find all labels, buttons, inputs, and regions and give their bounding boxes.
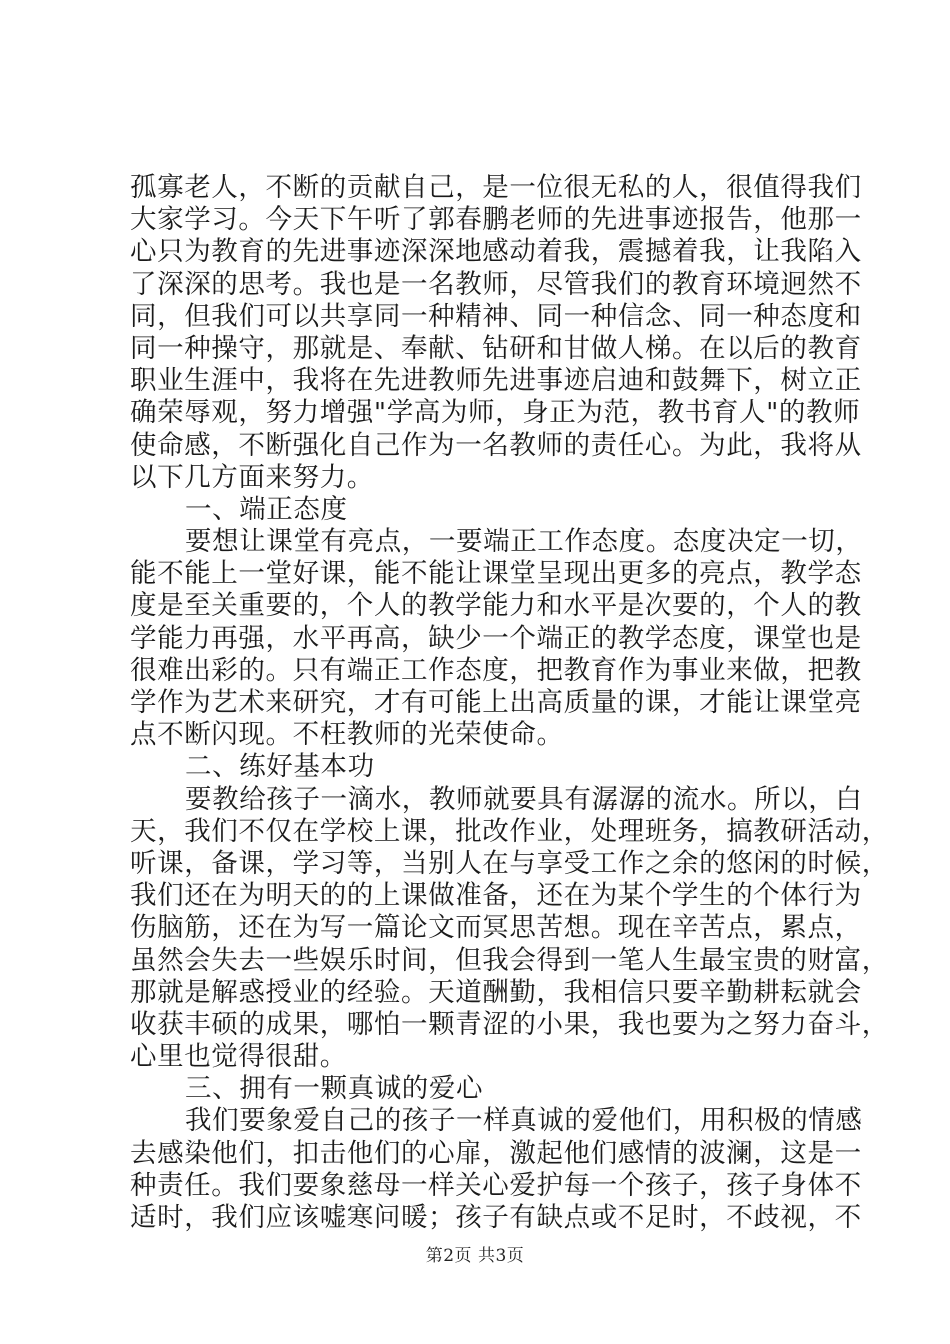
text-line: 学能力再强，水平再高，缺少一个端正的教学态度，课堂也是 — [130, 622, 862, 654]
text-line: 确荣辱观，努力增强"学高为师，身正为范，教书育人"的教师 — [130, 397, 861, 429]
text-line: 种责任。我们要象慈母一样关心爱护每一个孩子，孩子身体不 — [130, 1169, 862, 1201]
text-line: 天，我们不仅在学校上课，批改作业，处理班务，搞教研活动， — [130, 815, 889, 847]
text-line: 大家学习。今天下午听了郭春鹏老师的先进事迹报告，他那一 — [130, 204, 862, 236]
text-line: 度是至关重要的，个人的教学能力和水平是次要的，个人的教 — [130, 590, 862, 622]
text-line: 了深深的思考。我也是一名教师，尽管我们的教育环境迥然不 — [130, 268, 862, 300]
text-line: 使命感，不断强化自己作为一名教师的责任心。为此，我将从 — [130, 429, 862, 461]
text-line: 要教给孩子一滴水，教师就要具有潺潺的流水。所以，白 — [185, 783, 863, 815]
text-line: 伤脑筋，还在为写一篇论文而冥思苦想。现在辛苦点，累点， — [130, 912, 862, 944]
text-line: 能不能上一堂好课，能不能让课堂呈现出更多的亮点，教学态 — [130, 558, 862, 590]
text-line: 三、拥有一颗真诚的爱心 — [185, 1073, 484, 1105]
text-line: 去感染他们，扣击他们的心扉，激起他们感情的波澜，这是一 — [130, 1137, 862, 1169]
text-line: 那就是解惑授业的经验。天道酬勤，我相信只要辛勤耕耘就会 — [130, 976, 862, 1008]
text-line: 学作为艺术来研究，才有可能上出高质量的课，才能让课堂亮 — [130, 687, 862, 718]
text-line: 我们要象爱自己的孩子一样真诚的爱他们，用积极的情感 — [185, 1105, 863, 1137]
text-line: 一、端正态度 — [185, 493, 348, 525]
text-line: 我们还在为明天的的上课做准备，还在为某个学生的个体行为 — [130, 880, 862, 912]
text-line: 很难出彩的。只有端正工作态度，把教育作为事业来做，把教 — [130, 654, 862, 686]
text-line: 要想让课堂有亮点，一要端正工作态度。态度决定一切， — [185, 526, 863, 558]
text-line: 适时，我们应该嘘寒问暖；孩子有缺点或不足时，不歧视，不 — [130, 1202, 862, 1233]
document-body — [130, 172, 889, 1234]
text-line: 心里也觉得很甜。 — [130, 1041, 347, 1073]
text-line: 收获丰硕的成果，哪怕一颗青涩的小果，我也要为之努力奋斗， — [130, 1008, 889, 1040]
text-line: 以下几方面来努力。 — [130, 461, 374, 493]
text-line: 孤寡老人，不断的贡献自己，是一位很无私的人，很值得我们 — [130, 172, 862, 203]
text-line: 二、练好基本功 — [185, 751, 375, 783]
text-line: 虽然会失去一些娱乐时间，但我会得到一笔人生最宝贵的财富， — [130, 944, 889, 976]
text-line: 职业生涯中，我将在先进教师先进事迹启迪和鼓舞下，树立正 — [130, 365, 862, 397]
text-line: 同，但我们可以共享同一种精神、同一种信念、同一种态度和 — [130, 300, 862, 332]
text-line: 点不断闪现。不枉教师的光荣使命。 — [130, 719, 564, 751]
text-line: 心只为教育的先进事迹深深地感动着我，震撼着我，让我陷入 — [130, 236, 862, 268]
text-line: 听课，备课，学习等，当别人在与享受工作之余的悠闲的时候， — [130, 847, 889, 879]
text-line: 同一种操守，那就是、奉献、钻研和甘做人梯。在以后的教育 — [130, 332, 862, 364]
page-number-footer: 第2页 共3页 — [425, 1246, 525, 1266]
